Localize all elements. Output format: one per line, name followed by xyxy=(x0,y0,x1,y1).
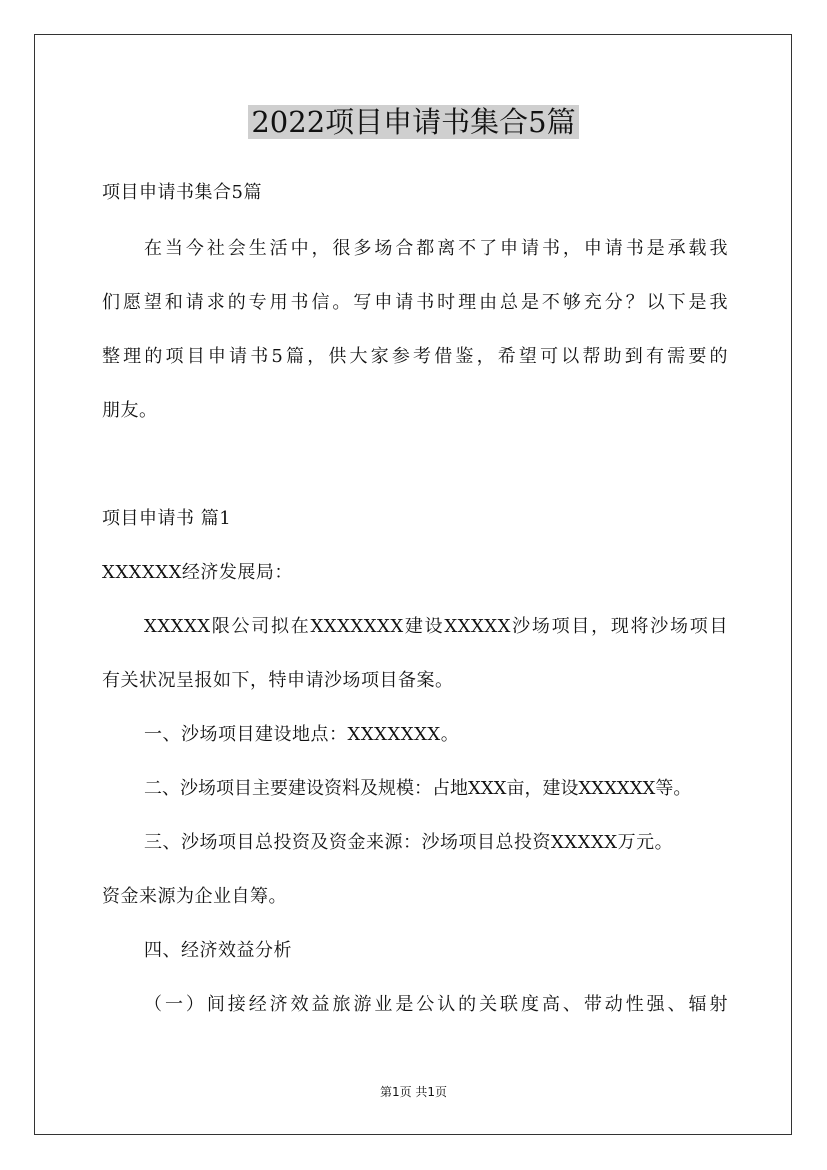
subtitle-line: 项目申请书集合5篇 xyxy=(102,182,262,203)
body-paragraph-line-2: 有关状况呈报如下，特申请沙场项目备案。 xyxy=(102,670,454,691)
item-benefit-heading: 四、经济效益分析 xyxy=(144,940,292,961)
intro-paragraph-line-1: 在当今社会生活中，很多场合都离不了申请书，申请书是承载我 xyxy=(144,238,728,259)
item-investment: 三、沙场项目总投资及资金来源：沙场项目总投资XXXXX万元。 xyxy=(144,832,674,853)
item-benefit-line: （一）间接经济效益旅游业是公认的关联度高、带动性强、辐射 xyxy=(144,994,728,1015)
intro-paragraph-line-2: 们愿望和请求的专用书信。写申请书时理由总是不够充分？以下是我 xyxy=(102,292,728,313)
item-location: 一、沙场项目建设地点：XXXXXXX。 xyxy=(144,724,460,745)
item-scale: 二、沙场项目主要建设资料及规模：占地XXX亩，建设XXXXXX等。 xyxy=(144,778,692,799)
document-title: 2022项目申请书集合5篇 xyxy=(0,100,827,144)
section-heading: 项目申请书 篇1 xyxy=(102,508,232,529)
page-footer: 第1页 共1页 xyxy=(379,1085,448,1099)
body-paragraph-line-1: XXXXX限公司拟在XXXXXXX建设XXXXX沙场项目，现将沙场项目 xyxy=(144,616,728,637)
item-investment-continued: 资金来源为企业自筹。 xyxy=(102,886,287,907)
intro-paragraph-line-4: 朋友。 xyxy=(102,400,158,421)
recipient-line: XXXXXX经济发展局： xyxy=(102,562,293,583)
intro-paragraph-line-3: 整理的项目申请书5篇，供大家参考借鉴，希望可以帮助到有需要的 xyxy=(102,346,728,367)
